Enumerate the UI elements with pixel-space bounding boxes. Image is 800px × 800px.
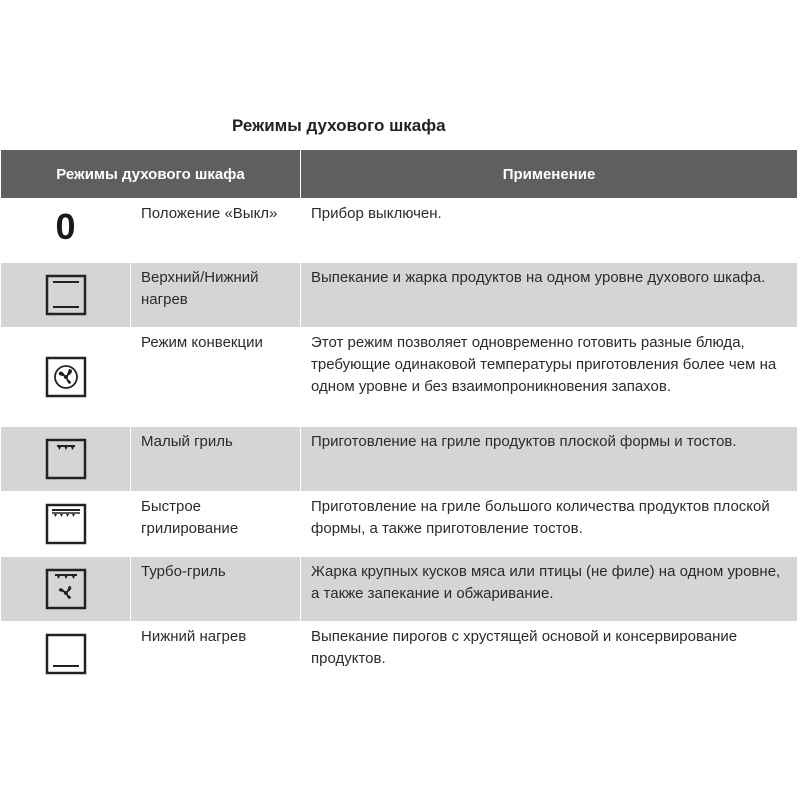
table-row bbox=[1, 427, 798, 492]
header-usage: Применение bbox=[301, 150, 798, 199]
mode-icon-cell bbox=[1, 557, 131, 622]
mode-name: Положение «Выкл» bbox=[131, 199, 301, 263]
mode-icon-cell bbox=[1, 328, 131, 427]
table-row bbox=[1, 557, 798, 622]
table-row bbox=[1, 263, 798, 328]
page-title: Режимы духового шкафа bbox=[232, 116, 446, 135]
table-row bbox=[1, 492, 798, 557]
header-modes: Режимы духового шкафа bbox=[1, 150, 301, 199]
mode-icon-cell bbox=[1, 199, 131, 263]
mode-icon-cell bbox=[1, 263, 131, 328]
mode-usage: Жарка крупных кусков мяса или птицы (не филе) на одном уровне, а также запекание и обжаривание. bbox=[301, 557, 798, 622]
mode-name: Быстрое грилирование bbox=[131, 492, 301, 557]
mode-usage: Выпекание пирогов с хрустящей основой и консервирование продуктов. bbox=[301, 622, 798, 687]
mode-name: Нижний нагрев bbox=[131, 622, 301, 687]
mode-icon-cell bbox=[1, 492, 131, 557]
mode-usage: Выпекание и жарка продуктов на одном уровне духового шкафа. bbox=[301, 263, 798, 328]
mode-name: Верхний/Нижний нагрев bbox=[131, 263, 301, 328]
mode-name: Малый гриль bbox=[131, 427, 301, 492]
mode-usage: Приготовление на гриле продуктов плоской формы и тостов. bbox=[301, 427, 798, 492]
mode-icon-cell bbox=[1, 622, 131, 687]
off-zero-icon: 0 bbox=[55, 205, 76, 247]
table-row bbox=[1, 622, 798, 687]
bottom-heat-icon bbox=[45, 633, 87, 675]
mode-icon-cell bbox=[1, 427, 131, 492]
table-row bbox=[1, 328, 798, 427]
convection-fan-icon bbox=[45, 356, 87, 398]
mode-usage: Прибор выключен. bbox=[301, 199, 798, 263]
mode-usage: Приготовление на гриле большого количества продуктов плоской формы, а также приготовление тостов. bbox=[301, 492, 798, 557]
small-grill-icon bbox=[45, 438, 87, 480]
table-header-row bbox=[1, 150, 798, 199]
mode-name: Турбо-гриль bbox=[131, 557, 301, 622]
table-row bbox=[1, 199, 798, 263]
oven-modes-table bbox=[0, 149, 798, 687]
top-bottom-heat-icon bbox=[45, 274, 87, 316]
fast-grill-icon bbox=[45, 503, 87, 545]
mode-usage: Этот режим позволяет одновременно готовить разные блюда, требующие одинаковой температуры приготовления более чем на одном уровне и без взаимопроникновения запахов. bbox=[301, 328, 798, 427]
mode-name: Режим конвекции bbox=[131, 328, 301, 427]
turbo-grill-icon bbox=[45, 568, 87, 610]
